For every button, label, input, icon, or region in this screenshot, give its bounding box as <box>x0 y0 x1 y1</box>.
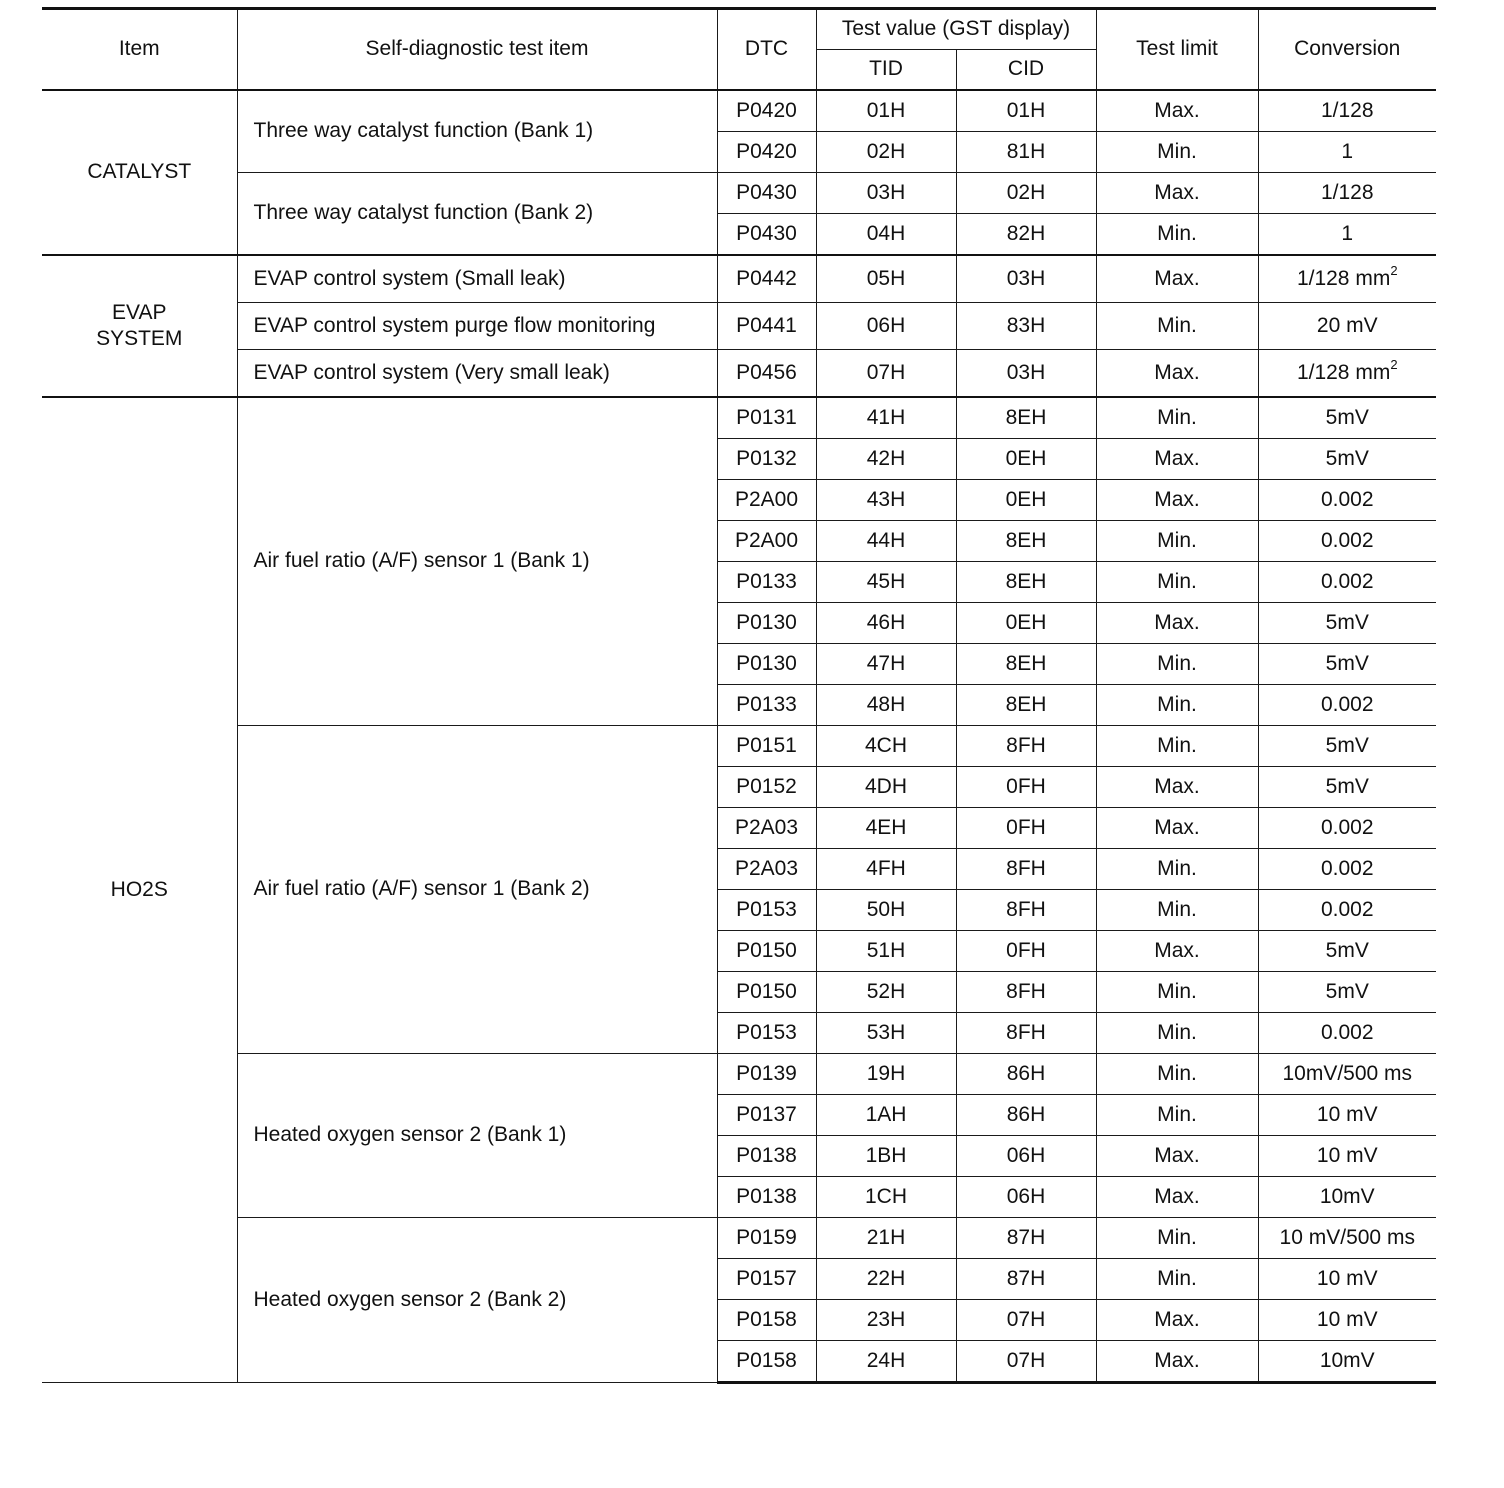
test-item-cell: Heated oxygen sensor 2 (Bank 2) <box>237 1218 717 1383</box>
tid-cell: 44H <box>816 521 956 562</box>
cid-cell: 0EH <box>956 480 1096 521</box>
conversion-cell: 1/128 <box>1258 90 1436 132</box>
tid-cell: 23H <box>816 1300 956 1341</box>
limit-cell: Min. <box>1096 685 1258 726</box>
tid-cell: 06H <box>816 303 956 350</box>
cid-cell: 8FH <box>956 890 1096 931</box>
limit-cell: Max. <box>1096 255 1258 303</box>
cid-cell: 87H <box>956 1259 1096 1300</box>
dtc-cell: P0130 <box>717 644 816 685</box>
header-conversion: Conversion <box>1258 9 1436 91</box>
header-cid: CID <box>956 50 1096 91</box>
cid-cell: 8EH <box>956 644 1096 685</box>
conversion-cell: 5mV <box>1258 439 1436 480</box>
tid-cell: 4DH <box>816 767 956 808</box>
tid-cell: 43H <box>816 480 956 521</box>
cid-cell: 8EH <box>956 397 1096 439</box>
limit-cell: Min. <box>1096 214 1258 256</box>
test-item-cell: EVAP control system (Very small leak) <box>237 350 717 398</box>
cid-cell: 86H <box>956 1054 1096 1095</box>
limit-cell: Min. <box>1096 1259 1258 1300</box>
diagnostic-test-table <box>42 7 1436 1384</box>
conversion-cell: 0.002 <box>1258 685 1436 726</box>
dtc-cell: P2A00 <box>717 521 816 562</box>
cid-cell: 87H <box>956 1218 1096 1259</box>
tid-cell: 4EH <box>816 808 956 849</box>
limit-cell: Min. <box>1096 1013 1258 1054</box>
tid-cell: 24H <box>816 1341 956 1383</box>
tid-cell: 4FH <box>816 849 956 890</box>
tid-cell: 19H <box>816 1054 956 1095</box>
tid-cell: 03H <box>816 173 956 214</box>
cid-cell: 0EH <box>956 439 1096 480</box>
dtc-cell: P2A03 <box>717 849 816 890</box>
tid-cell: 05H <box>816 255 956 303</box>
cid-cell: 06H <box>956 1177 1096 1218</box>
header-tid: TID <box>816 50 956 91</box>
tid-cell: 1CH <box>816 1177 956 1218</box>
conversion-cell: 0.002 <box>1258 1013 1436 1054</box>
conversion-cell: 10 mV <box>1258 1259 1436 1300</box>
limit-cell: Max. <box>1096 1300 1258 1341</box>
limit-cell: Max. <box>1096 603 1258 644</box>
limit-cell: Min. <box>1096 521 1258 562</box>
limit-cell: Min. <box>1096 1218 1258 1259</box>
limit-cell: Max. <box>1096 480 1258 521</box>
conversion-cell: 5mV <box>1258 397 1436 439</box>
table-row <box>42 255 1436 303</box>
item-cell: CATALYST <box>42 90 237 255</box>
limit-cell: Max. <box>1096 931 1258 972</box>
cid-cell: 8FH <box>956 1013 1096 1054</box>
conversion-cell: 0.002 <box>1258 808 1436 849</box>
tid-cell: 02H <box>816 132 956 173</box>
test-item-cell: Three way catalyst function (Bank 2) <box>237 173 717 256</box>
cid-cell: 0EH <box>956 603 1096 644</box>
item-line-2: SYSTEM <box>96 327 183 350</box>
conversion-cell: 5mV <box>1258 972 1436 1013</box>
conversion-cell: 20 mV <box>1258 303 1436 350</box>
tid-cell: 1BH <box>816 1136 956 1177</box>
test-item-cell: Three way catalyst function (Bank 1) <box>237 90 717 173</box>
dtc-cell: P0430 <box>717 214 816 256</box>
dtc-cell: P0420 <box>717 90 816 132</box>
dtc-cell: P0158 <box>717 1341 816 1383</box>
limit-cell: Max. <box>1096 767 1258 808</box>
dtc-cell: P0133 <box>717 562 816 603</box>
cid-cell: 02H <box>956 173 1096 214</box>
limit-cell: Min. <box>1096 890 1258 931</box>
test-item-cell: Air fuel ratio (A/F) sensor 1 (Bank 1) <box>237 397 717 726</box>
tid-cell: 52H <box>816 972 956 1013</box>
cid-cell: 8EH <box>956 562 1096 603</box>
cid-cell: 06H <box>956 1136 1096 1177</box>
limit-cell: Min. <box>1096 562 1258 603</box>
tid-cell: 1AH <box>816 1095 956 1136</box>
dtc-cell: P0151 <box>717 726 816 767</box>
conversion-cell: 0.002 <box>1258 480 1436 521</box>
tid-cell: 42H <box>816 439 956 480</box>
conversion-cell: 5mV <box>1258 767 1436 808</box>
cid-cell: 8FH <box>956 849 1096 890</box>
dtc-cell: P0138 <box>717 1177 816 1218</box>
test-item-cell: Air fuel ratio (A/F) sensor 1 (Bank 2) <box>237 726 717 1054</box>
cid-cell: 0FH <box>956 808 1096 849</box>
dtc-cell: P0420 <box>717 132 816 173</box>
superscript: 2 <box>1390 263 1398 279</box>
cid-cell: 8EH <box>956 521 1096 562</box>
conversion-cell: 0.002 <box>1258 562 1436 603</box>
dtc-cell: P0430 <box>717 173 816 214</box>
cid-cell: 8FH <box>956 726 1096 767</box>
conversion-cell: 10 mV <box>1258 1300 1436 1341</box>
limit-cell: Min. <box>1096 397 1258 439</box>
dtc-cell: P0133 <box>717 685 816 726</box>
dtc-cell: P0441 <box>717 303 816 350</box>
tid-cell: 22H <box>816 1259 956 1300</box>
tid-cell: 47H <box>816 644 956 685</box>
dtc-cell: P0158 <box>717 1300 816 1341</box>
cid-cell: 07H <box>956 1341 1096 1383</box>
tid-cell: 50H <box>816 890 956 931</box>
dtc-cell: P0131 <box>717 397 816 439</box>
table-row <box>42 1218 1436 1259</box>
tid-cell: 07H <box>816 350 956 398</box>
conversion-cell: 0.002 <box>1258 521 1436 562</box>
test-item-cell: EVAP control system purge flow monitoring <box>237 303 717 350</box>
dtc-cell: P0150 <box>717 972 816 1013</box>
dtc-cell: P0139 <box>717 1054 816 1095</box>
limit-cell: Max. <box>1096 350 1258 398</box>
dtc-cell: P0137 <box>717 1095 816 1136</box>
conversion-cell: 5mV <box>1258 644 1436 685</box>
dtc-cell: P0153 <box>717 1013 816 1054</box>
tid-cell: 51H <box>816 931 956 972</box>
item-line-1: EVAP <box>112 300 167 324</box>
cid-cell: 86H <box>956 1095 1096 1136</box>
tid-cell: 21H <box>816 1218 956 1259</box>
limit-cell: Min. <box>1096 644 1258 685</box>
cid-cell: 0FH <box>956 931 1096 972</box>
conversion-cell: 1/128 <box>1258 173 1436 214</box>
conversion-cell: 10mV <box>1258 1177 1436 1218</box>
test-item-cell: Heated oxygen sensor 2 (Bank 1) <box>237 1054 717 1218</box>
cid-cell: 0FH <box>956 767 1096 808</box>
table-row <box>42 90 1436 132</box>
dtc-cell: P0138 <box>717 1136 816 1177</box>
table-row <box>42 1054 1436 1095</box>
conversion-cell: 10mV/500 ms <box>1258 1054 1436 1095</box>
limit-cell: Min. <box>1096 972 1258 1013</box>
header-test-limit: Test limit <box>1096 9 1258 91</box>
conversion-value: 1/128 mm <box>1296 361 1391 385</box>
cid-cell: 03H <box>956 255 1096 303</box>
dtc-cell: P0159 <box>717 1218 816 1259</box>
item-cell <box>42 255 237 397</box>
conversion-cell: 1 <box>1258 214 1436 256</box>
cid-cell: 03H <box>956 350 1096 398</box>
table-row <box>42 303 1436 350</box>
limit-cell: Max. <box>1096 808 1258 849</box>
limit-cell: Min. <box>1096 1095 1258 1136</box>
header-test-item: Self-diagnostic test item <box>237 9 717 91</box>
table-row <box>42 397 1436 439</box>
limit-cell: Min. <box>1096 726 1258 767</box>
table-row <box>42 173 1436 214</box>
table-row <box>42 350 1436 398</box>
conversion-cell: 0.002 <box>1258 890 1436 931</box>
cid-cell: 8FH <box>956 972 1096 1013</box>
header-item: Item <box>42 9 237 91</box>
limit-cell: Max. <box>1096 173 1258 214</box>
dtc-cell: P0132 <box>717 439 816 480</box>
tid-cell: 45H <box>816 562 956 603</box>
item-cell: HO2S <box>42 397 237 1383</box>
conversion-cell: 5mV <box>1258 931 1436 972</box>
cid-cell: 83H <box>956 303 1096 350</box>
cid-cell: 01H <box>956 90 1096 132</box>
dtc-cell: P0150 <box>717 931 816 972</box>
dtc-cell: P0153 <box>717 890 816 931</box>
limit-cell: Min. <box>1096 849 1258 890</box>
conversion-cell: 5mV <box>1258 603 1436 644</box>
header-test-value: Test value (GST display) <box>816 9 1096 50</box>
dtc-cell: P0442 <box>717 255 816 303</box>
dtc-cell: P0152 <box>717 767 816 808</box>
test-item-cell: EVAP control system (Small leak) <box>237 255 717 303</box>
conversion-cell: 10 mV <box>1258 1095 1436 1136</box>
limit-cell: Max. <box>1096 439 1258 480</box>
tid-cell: 04H <box>816 214 956 256</box>
conversion-cell: 10mV <box>1258 1341 1436 1383</box>
tid-cell: 01H <box>816 90 956 132</box>
superscript: 2 <box>1390 357 1398 373</box>
conversion-cell: 10 mV/500 ms <box>1258 1218 1436 1259</box>
cid-cell: 81H <box>956 132 1096 173</box>
conversion-cell: 0.002 <box>1258 849 1436 890</box>
dtc-cell: P2A03 <box>717 808 816 849</box>
limit-cell: Max. <box>1096 1341 1258 1383</box>
conversion-cell <box>1258 350 1436 398</box>
conversion-cell <box>1258 255 1436 303</box>
tid-cell: 46H <box>816 603 956 644</box>
cid-cell: 82H <box>956 214 1096 256</box>
dtc-cell: P0456 <box>717 350 816 398</box>
limit-cell: Min. <box>1096 1054 1258 1095</box>
tid-cell: 4CH <box>816 726 956 767</box>
tid-cell: 48H <box>816 685 956 726</box>
tid-cell: 41H <box>816 397 956 439</box>
dtc-cell: P0130 <box>717 603 816 644</box>
tid-cell: 53H <box>816 1013 956 1054</box>
limit-cell: Min. <box>1096 132 1258 173</box>
limit-cell: Max. <box>1096 1136 1258 1177</box>
conversion-cell: 1 <box>1258 132 1436 173</box>
header-row <box>42 9 1436 50</box>
dtc-cell: P2A00 <box>717 480 816 521</box>
limit-cell: Max. <box>1096 90 1258 132</box>
limit-cell: Min. <box>1096 303 1258 350</box>
dtc-cell: P0157 <box>717 1259 816 1300</box>
table-row <box>42 726 1436 767</box>
cid-cell: 8EH <box>956 685 1096 726</box>
conversion-cell: 10 mV <box>1258 1136 1436 1177</box>
header-dtc: DTC <box>717 9 816 91</box>
cid-cell: 07H <box>956 1300 1096 1341</box>
limit-cell: Max. <box>1096 1177 1258 1218</box>
conversion-cell: 5mV <box>1258 726 1436 767</box>
conversion-value: 1/128 mm <box>1296 267 1391 291</box>
